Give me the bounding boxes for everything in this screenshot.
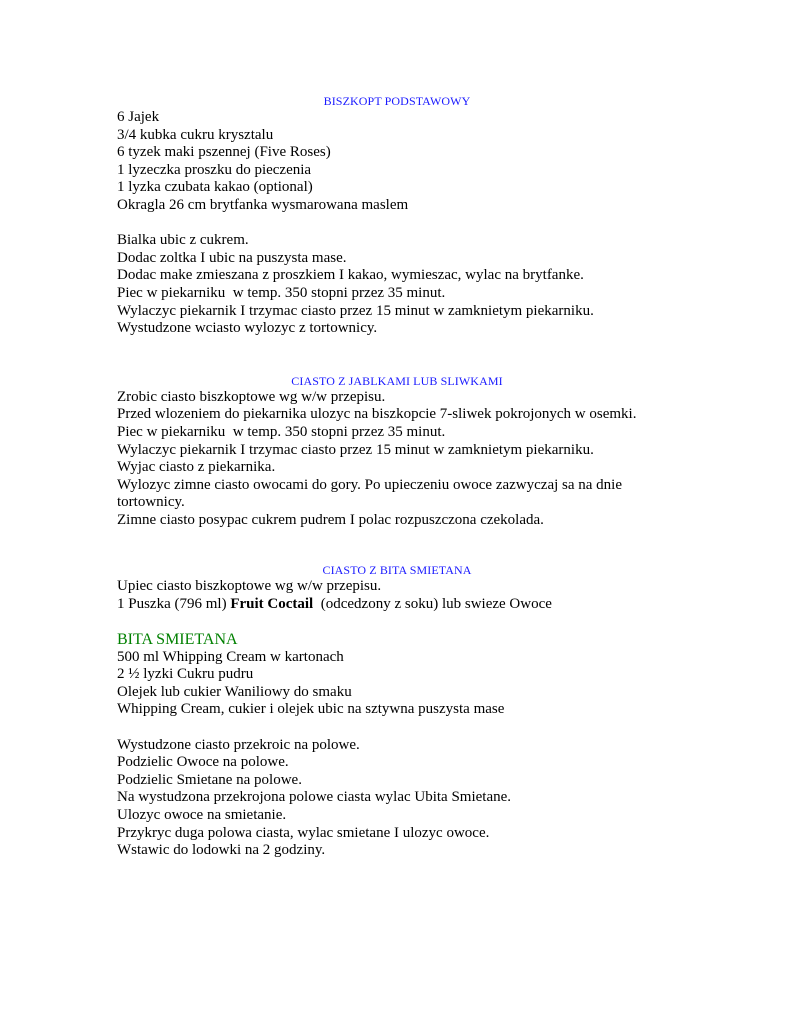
step-line: Dodac make zmieszana z proszkiem I kakao, wymieszac, wylac na brytfanke. — [117, 267, 584, 284]
document-page — [117, 92, 677, 860]
assembly-line: Przykryc duga polowa ciasta, wylac smietane I ulozyc owoce. — [117, 824, 490, 841]
step-line: tortownicy. — [117, 494, 185, 511]
assembly-list — [117, 737, 677, 860]
subheading-bita-smietana: BITA SMIETANA — [117, 630, 238, 648]
ingredient-line: Okragla 26 cm brytfanka wysmarowana maslem — [117, 196, 409, 213]
step-line: Zrobic ciasto biszkoptowe wg w/w przepisu. — [117, 388, 386, 405]
step-line: Piec w piekarniku w temp. 350 stopni przez 35 minut. — [117, 284, 446, 301]
fruit-line — [117, 596, 677, 614]
step-line: Wystudzone wciasto wylozyc z tortownicy. — [117, 320, 378, 337]
steps-list-biszkopt — [117, 232, 677, 338]
spacer — [117, 215, 677, 233]
step-line: Piec w piekarniku w temp. 350 stopni przez 35 minut. — [117, 423, 446, 440]
cream-line: 500 ml Whipping Cream w kartonach — [117, 648, 344, 665]
step-line: Wylaczyc piekarnik I trzymac ciasto przez 15 minut w zamknietym piekarniku. — [117, 302, 594, 319]
step-line: Upiec ciasto biszkoptowe wg w/w przepisu. — [117, 578, 382, 595]
step-line: Dodac zoltka I ubic na puszysta mase. — [117, 249, 347, 266]
step-line: Przed wlozeniem do piekarnika ulozyc na biszkopcie 7-sliwek pokrojonych w osemki. — [117, 406, 637, 423]
step-line: Zimne ciasto posypac cukrem pudrem I polac rozpuszczona czekolada. — [117, 511, 544, 528]
assembly-line: Podzielic Owoce na polowe. — [117, 754, 289, 771]
ingredient-line: 3/4 kubka cukru krysztalu — [117, 126, 274, 143]
step-line: Bialka ubic z cukrem. — [117, 232, 249, 249]
fruit-line-post: (odcedzony z soku) lub swieze Owoce — [313, 596, 552, 613]
ingredient-line: 6 Jajek — [117, 109, 160, 125]
assembly-line: Wystudzone ciasto przekroic na polowe. — [117, 736, 360, 753]
ingredient-line: 1 lyzeczka proszku do pieczenia — [117, 161, 312, 178]
step-line: Wyjac ciasto z piekarnika. — [117, 459, 276, 476]
assembly-line: Ulozyc owoce na smietanie. — [117, 807, 287, 823]
cream-line: Whipping Cream, cukier i olejek ubic na sztywna puszysta mase — [117, 701, 505, 718]
steps-list-jablka — [117, 389, 677, 530]
spacer — [117, 614, 677, 631]
assembly-line: Na wystudzona przekrojona polowe ciasta wylac Ubita Smietane. — [117, 789, 512, 806]
ingredients-list-biszkopt — [117, 109, 677, 215]
assembly-line: Podzielic Smietane na polowe. — [117, 771, 302, 788]
cream-line: 2 ½ lyzki Cukru pudru — [117, 666, 254, 683]
ingredient-line: 1 lyzka czubata kakao (optional) — [117, 179, 313, 196]
section-title-biszkopt: BISZKOPT PODSTAWOWY — [323, 94, 471, 108]
cream-line: Olejek lub cukier Waniliowy do smaku — [117, 683, 352, 700]
step-line: Wylaczyc piekarnik I trzymac ciasto przez 15 minut w zamknietym piekarniku. — [117, 441, 594, 458]
fruit-line-pre: 1 Puszka (796 ml) — [117, 596, 231, 613]
section-title-jablka: CIASTO Z JABLKAMI LUB SLIWKAMI — [291, 373, 503, 388]
assembly-line: Wstawic do lodowki na 2 godziny. — [117, 842, 326, 859]
spacer — [117, 338, 677, 373]
ingredient-line: 6 tyzek maki pszennej (Five Roses) — [117, 144, 331, 161]
fruit-line-bold: Fruit Coctail — [230, 596, 314, 613]
cream-list — [117, 649, 677, 719]
section-title-bita-smietana: CIASTO Z BITA SMIETANA — [322, 563, 472, 578]
spacer — [117, 719, 677, 737]
step-line: Wylozyc zimne ciasto owocami do gory. Po upieczeniu owoce zazwyczaj sa na dnie — [117, 476, 623, 493]
spacer — [117, 529, 677, 562]
